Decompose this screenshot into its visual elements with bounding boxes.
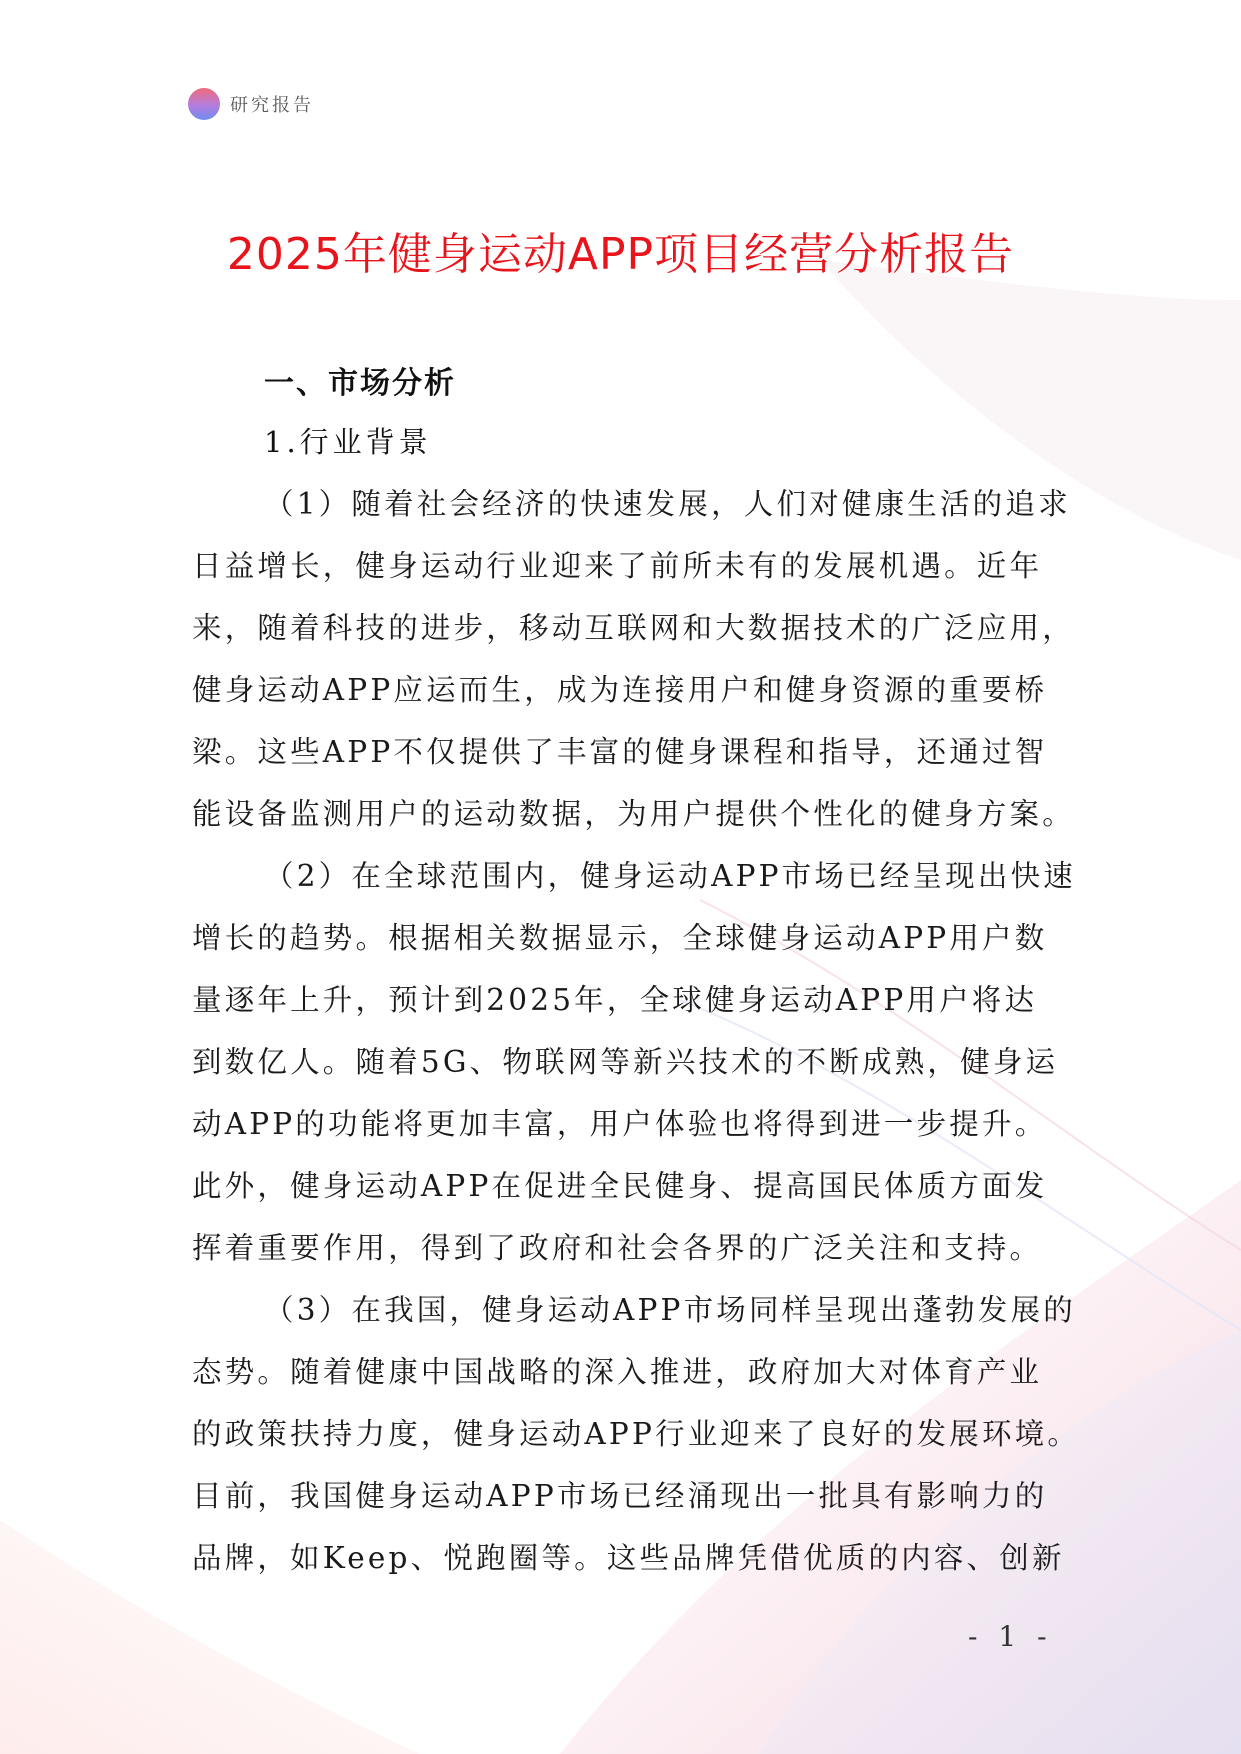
document-title: 2025年健身运动APP项目经营分析报告: [226, 229, 1015, 280]
header-label: 研究报告: [230, 95, 314, 116]
text-line: 的政策扶持力度，健身运动APP行业迎来了良好的发展环境。: [192, 1417, 1081, 1451]
paragraph-2: [192, 845, 1076, 1279]
paragraph-3: [192, 1279, 1081, 1589]
paragraph-1: [192, 473, 1075, 845]
text-line: 梁。这些APP不仅提供了丰富的健身课程和指导，还通过智: [192, 735, 1048, 769]
section-heading: 一、市场分析: [264, 366, 456, 401]
text-line: 健身运动APP应运而生，成为连接用户和健身资源的重要桥: [192, 673, 1048, 707]
text-line: （3）在我国，健身运动APP市场同样呈现出蓬勃发展的: [264, 1293, 1076, 1327]
text-line: （2）在全球范围内，健身运动APP市场已经呈现出快速: [264, 859, 1076, 893]
page-header: [188, 88, 314, 120]
text-line: 量逐年上升，预计到2025年，全球健身运动APP用户将达: [192, 983, 1038, 1017]
text-line: 此外，健身运动APP在促进全民健身、提高国民体质方面发: [192, 1169, 1048, 1203]
text-line: 目前，我国健身运动APP市场已经涌现出一批具有影响力的: [192, 1479, 1048, 1513]
text-line: 日益增长，健身运动行业迎来了前所未有的发展机遇。近年: [192, 549, 1043, 583]
text-line: 来，随着科技的进步，移动互联网和大数据技术的广泛应用，: [192, 611, 1075, 645]
text-line: 动APP的功能将更加丰富，用户体验也将得到进一步提升。: [192, 1107, 1048, 1141]
text-line: 增长的趋势。根据相关数据显示，全球健身运动APP用户数: [192, 921, 1048, 955]
text-line: （1）随着社会经济的快速发展，人们对健康生活的追求: [264, 487, 1071, 521]
logo-circle-icon: [188, 88, 220, 120]
text-line: 到数亿人。随着5G、物联网等新兴技术的不断成熟，健身运: [192, 1045, 1059, 1079]
text-line: 品牌，如Keep、悦跑圈等。这些品牌凭借优质的内容、创新: [192, 1541, 1065, 1575]
sub-heading: 1.行业背景: [264, 425, 432, 459]
text-line: 态势。随着健康中国战略的深入推进，政府加大对体育产业: [192, 1355, 1043, 1389]
page-number: - 1 -: [968, 1620, 1053, 1653]
text-line: 挥着重要作用，得到了政府和社会各界的广泛关注和支持。: [192, 1231, 1043, 1265]
text-line: 能设备监测用户的运动数据，为用户提供个性化的健身方案。: [192, 797, 1075, 831]
body-text: [192, 473, 1081, 1589]
